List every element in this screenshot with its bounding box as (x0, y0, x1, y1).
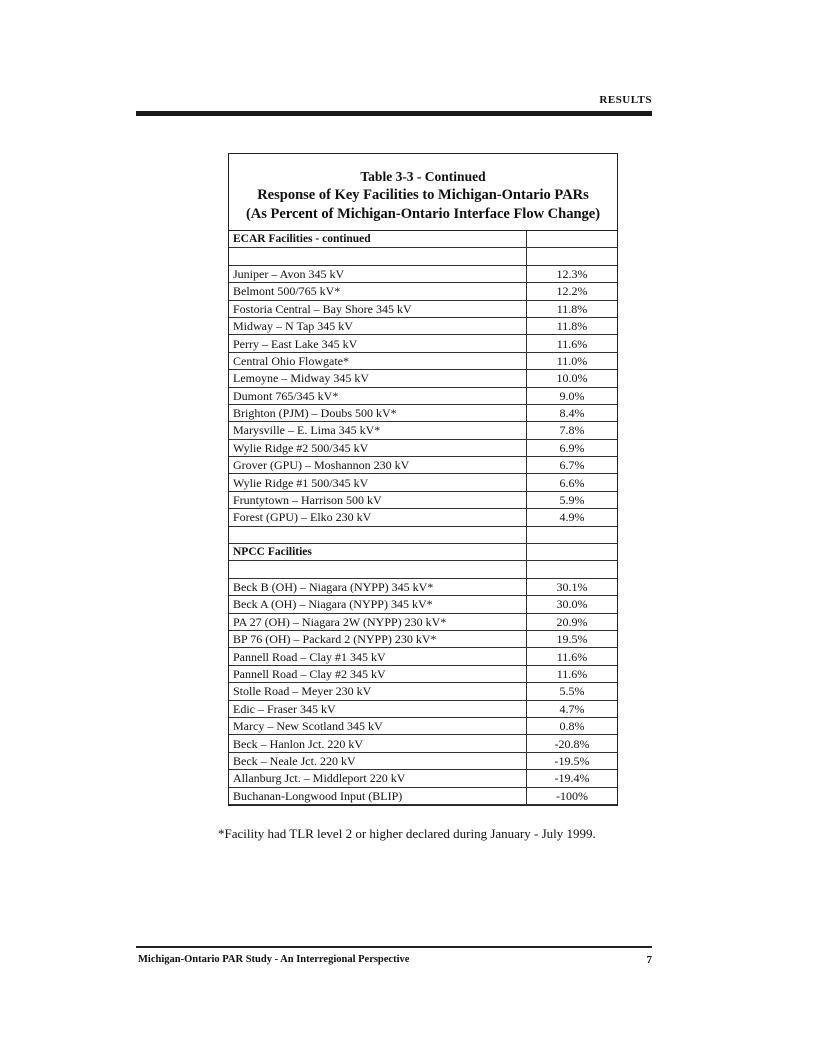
facilities-table-body (229, 231, 617, 805)
section-header: RESULTS (599, 94, 652, 106)
response-percent: 11.6% (527, 665, 618, 682)
facility-name (229, 248, 527, 265)
table-row (229, 265, 617, 282)
facility-name: Edic – Fraser 345 kV (229, 700, 527, 717)
table-row (229, 283, 617, 300)
facility-name: Perry – East Lake 345 kV (229, 335, 527, 352)
facility-name: Central Ohio Flowgate* (229, 352, 527, 369)
response-percent (527, 561, 618, 578)
section-header-row (229, 544, 617, 561)
blank-row (229, 248, 617, 265)
response-percent: 4.7% (527, 700, 618, 717)
blank-row (229, 561, 617, 578)
response-percent: 5.5% (527, 683, 618, 700)
facility-name: Fruntytown – Harrison 500 kV (229, 491, 527, 508)
response-percent: 5.9% (527, 491, 618, 508)
response-percent (527, 231, 618, 248)
response-percent: -19.5% (527, 752, 618, 769)
response-percent: -20.8% (527, 735, 618, 752)
table-row (229, 387, 617, 404)
response-percent (527, 544, 618, 561)
table-row (229, 735, 617, 752)
page-number: 7 (646, 954, 652, 966)
facility-name: Stolle Road – Meyer 230 kV (229, 683, 527, 700)
table-row (229, 578, 617, 595)
table-row (229, 683, 617, 700)
table-row (229, 613, 617, 630)
response-percent: 7.8% (527, 422, 618, 439)
table-row (229, 439, 617, 456)
table-caption-title: Table 3-3 - Continued (360, 169, 486, 184)
section-header-row (229, 231, 617, 248)
response-percent: 11.6% (527, 335, 618, 352)
table-row (229, 509, 617, 526)
table-row (229, 370, 617, 387)
table-row (229, 404, 617, 421)
facility-name: Beck – Neale Jct. 220 kV (229, 752, 527, 769)
table-caption-subtitle: Response of Key Facilities to Michigan-Ontario PARs (257, 187, 589, 203)
facility-name: Wylie Ridge #2 500/345 kV (229, 439, 527, 456)
response-percent: 30.1% (527, 578, 618, 595)
header-rule (136, 111, 652, 116)
response-percent: 6.7% (527, 457, 618, 474)
response-percent: 20.9% (527, 613, 618, 630)
response-percent: -100% (527, 787, 618, 804)
footer-title: Michigan-Ontario PAR Study - An Interregional Perspective (138, 954, 410, 965)
response-percent: 19.5% (527, 630, 618, 647)
table-row (229, 752, 617, 769)
facility-name: Brighton (PJM) – Doubs 500 kV* (229, 404, 527, 421)
facility-name: PA 27 (OH) – Niagara 2W (NYPP) 230 kV* (229, 613, 527, 630)
response-percent: 4.9% (527, 509, 618, 526)
facility-name: Pannell Road – Clay #2 345 kV (229, 665, 527, 682)
response-percent: 11.6% (527, 648, 618, 665)
response-percent: 6.6% (527, 474, 618, 491)
facility-name: Buchanan-Longwood Input (BLIP) (229, 787, 527, 804)
section-label: NPCC Facilities (229, 544, 527, 561)
response-percent (527, 526, 618, 543)
response-percent: 9.0% (527, 387, 618, 404)
table-row (229, 700, 617, 717)
facility-name: Dumont 765/345 kV* (229, 387, 527, 404)
table-row (229, 457, 617, 474)
blank-row (229, 526, 617, 543)
table-row (229, 787, 617, 804)
facility-name: Pannell Road – Clay #1 345 kV (229, 648, 527, 665)
facility-name: Juniper – Avon 345 kV (229, 265, 527, 282)
facility-name: Allanburg Jct. – Middleport 220 kV (229, 770, 527, 787)
table-row (229, 648, 617, 665)
section-label: ECAR Facilities - continued (229, 231, 527, 248)
facility-name: Grover (GPU) – Moshannon 230 kV (229, 457, 527, 474)
facility-name: Fostoria Central – Bay Shore 345 kV (229, 300, 527, 317)
response-percent: 30.0% (527, 596, 618, 613)
table-row (229, 300, 617, 317)
response-percent: 12.2% (527, 283, 618, 300)
facility-name: Lemoyne – Midway 345 kV (229, 370, 527, 387)
table-row (229, 491, 617, 508)
response-percent: 0.8% (527, 717, 618, 734)
footer-rule (136, 946, 652, 948)
facility-name: Beck A (OH) – Niagara (NYPP) 345 kV* (229, 596, 527, 613)
facility-name: Belmont 500/765 kV* (229, 283, 527, 300)
table-row (229, 335, 617, 352)
facility-name (229, 526, 527, 543)
facility-name: Beck – Hanlon Jct. 220 kV (229, 735, 527, 752)
table-row (229, 596, 617, 613)
table-row (229, 352, 617, 369)
response-percent: -19.4% (527, 770, 618, 787)
table-caption-units: (As Percent of Michigan-Ontario Interface Flow Change) (245, 206, 601, 222)
response-percent: 6.9% (527, 439, 618, 456)
facility-name: Beck B (OH) – Niagara (NYPP) 345 kV* (229, 578, 527, 595)
facility-name: Forest (GPU) – Elko 230 kV (229, 509, 527, 526)
table-row (229, 665, 617, 682)
response-percent: 12.3% (527, 265, 618, 282)
facility-name: Marysville – E. Lima 345 kV* (229, 422, 527, 439)
table-row (229, 717, 617, 734)
response-percent: 11.0% (527, 352, 618, 369)
facilities-table (228, 153, 618, 806)
table-caption (229, 154, 617, 231)
facility-name: Marcy – New Scotland 345 kV (229, 717, 527, 734)
facility-name: Wylie Ridge #1 500/345 kV (229, 474, 527, 491)
response-percent (527, 248, 618, 265)
table-row (229, 422, 617, 439)
facility-name: BP 76 (OH) – Packard 2 (NYPP) 230 kV* (229, 630, 527, 647)
table-row (229, 630, 617, 647)
footnote: *Facility had TLR level 2 or higher declared during January - July 1999. (218, 826, 596, 841)
response-percent: 10.0% (527, 370, 618, 387)
facility-name: Midway – N Tap 345 kV (229, 317, 527, 334)
table-row (229, 317, 617, 334)
response-percent: 11.8% (527, 317, 618, 334)
facility-name (229, 561, 527, 578)
response-percent: 8.4% (527, 404, 618, 421)
response-percent: 11.8% (527, 300, 618, 317)
table-row (229, 770, 617, 787)
table-row (229, 474, 617, 491)
